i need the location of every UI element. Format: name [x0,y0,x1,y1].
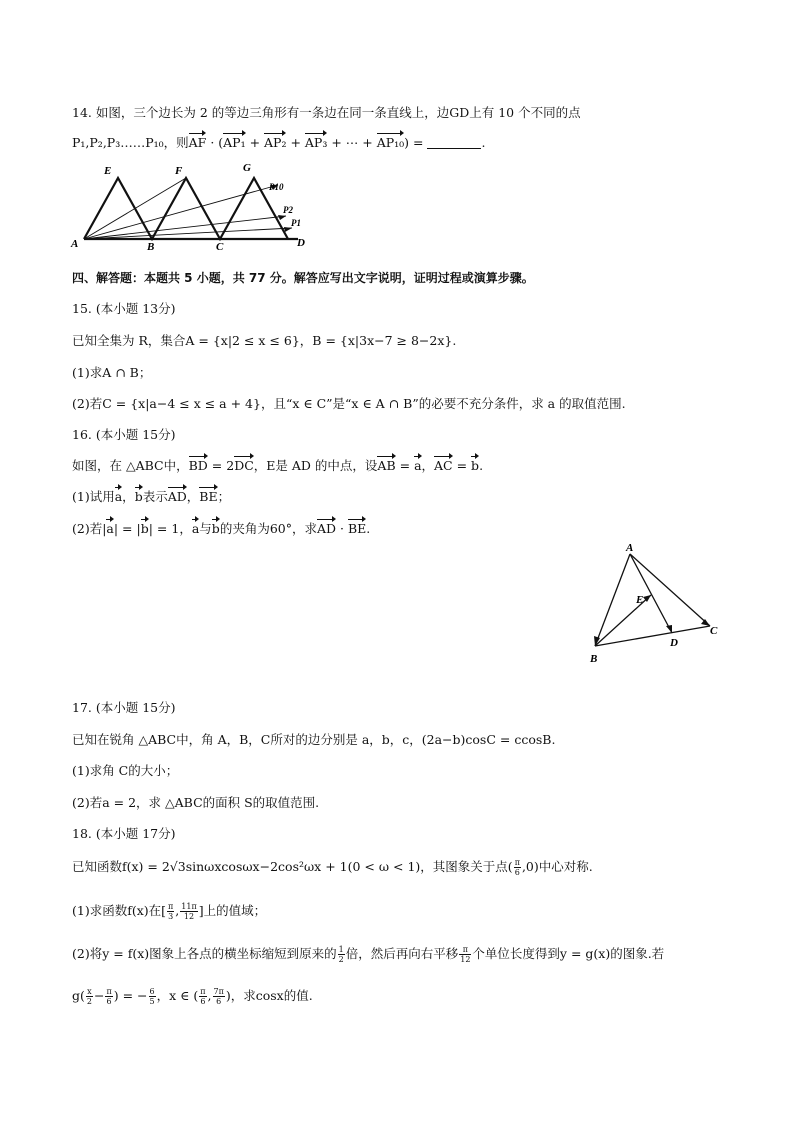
frac-den: 6 [200,997,206,1006]
vec-b-p2: b [140,521,149,536]
q16-p2a: (2)若| [72,521,107,536]
label-P2: P2 [283,205,293,215]
label-P1: P1 [291,218,301,228]
frac-num: π [514,858,520,867]
vec-AC: AC [434,458,453,473]
triangle-abc-figure [580,538,730,668]
frac-den: 2 [86,997,92,1006]
answer-blank [427,136,481,149]
q17-part2: (2)若a = 2，求 △ABC的面积 S的取值范围. [72,795,320,810]
vec-a-p1: a [114,489,123,504]
frac-num: x [87,987,92,996]
q16-p2d: 与 [199,521,212,536]
vec-AP10: AP₁₀ [376,135,405,150]
vec-BE-p2: BE [347,521,367,536]
q16-p2c: | = 1， [148,521,192,536]
frac-num: π [200,987,206,996]
label-B: B [147,241,155,250]
vec-a-p2b: a [191,521,200,536]
frac-pi-6b [105,987,112,1006]
frac-den: 6 [514,868,520,877]
q18-l3d: )，求cosx的值. [225,988,313,1003]
q16-part1 [72,488,230,506]
q16-end: . [479,458,484,473]
section-heading: 四、解答题：本题共 5 小题，共 77 分。解答应写出文字说明，证明过程或演算步骤。 [72,271,534,285]
vec-AP1: AP₁ [223,135,246,150]
frac-7pi-6 [213,987,225,1006]
vec-AP3: AP₃ [304,135,328,150]
vec-AB: AB [377,458,396,473]
q14-close: ) = [404,135,428,150]
label-A2: A [626,542,634,554]
q14-plus3: + ⋯ + [327,135,377,150]
q16-dot: · [336,521,348,536]
vec-DC: DC [234,458,254,473]
q18-part2 [72,945,664,964]
q18-p2b: 倍，然后再向右平移 [345,946,459,961]
q16-l1b: ，E是 AD 的中点，设 [253,458,378,473]
q15-line1: 已知全集为 R，集合A = {x|2 ≤ x ≤ 6}，B = {x|3x−7 ≥ 8−2x}. [72,333,457,348]
label-E: E [104,165,112,177]
q16-p2e: 的夹角为60°，求 [219,521,317,536]
q18-line3: g( $\frac{x}{2}$ − $\frac{\pi}{6}$ ) = − $\frac{6}{5}$ ，x ∈ ( $\frac{\pi}{6}$ , $\frac{7\pi}{6}$ )，求cosx的值. [72,987,313,1006]
q16-line1 [72,457,483,475]
q16-header: 16. (本小题 15分) [72,427,176,442]
q16-p1a: (1)试用 [72,489,115,504]
q18-p2a: (2)将y = f(x)图象上各点的横坐标缩短到原来的 [72,946,337,961]
vec-a-p2: a [106,521,114,536]
frac-num: 7π [213,987,224,996]
frac-den: 5 [149,997,155,1006]
frac-num: 11π [181,902,197,911]
vec-AD-p2: AD [316,521,337,536]
triangles-figure [68,158,318,250]
q18-p1a: (1)求函数f(x)在[ [72,903,167,918]
q14-dot: · ( [206,135,224,150]
vec-AD: AD [167,489,187,504]
q18-part1: (1)求函数f(x)在[ $\frac{\pi}{3}$ , $\frac{11\pi}{12}$ ]上的值域； [72,902,267,921]
label-G: G [243,162,251,174]
q17-part1: (1)求角 C的大小； [72,763,179,778]
frac-11pi-12 [180,902,197,921]
q14-period: . [481,135,486,150]
q14-plus1: + [245,135,265,150]
q18-l3b: ) = − [113,988,148,1003]
label-D: D [297,237,305,249]
frac-num: π [459,945,471,955]
vec-b: b [471,458,480,473]
q18-header: 18. (本小题 17分) [72,826,176,841]
q18-minus: − [93,988,105,1003]
frac-x-2 [86,987,93,1006]
frac-1-2 [338,945,345,964]
frac-num: 1 [338,945,344,954]
frac-pi-3 [167,902,174,921]
q16-p2-end: . [366,521,371,536]
q15-part1: (1)求A ∩ B； [72,365,152,380]
label-P10: P10 [269,182,284,192]
vec-BD: BD [188,458,208,473]
q14-line2 [72,134,485,152]
label-B2: B [590,653,598,665]
q16-part2 [72,520,370,538]
label-D2: D [670,637,678,649]
frac-pi-6 [514,858,521,877]
q17-line1: 已知在锐角 △ABC中，角 A，B，C所对的边分别是 a，b，c，(2a−b)cosC = ccosB. [72,732,556,747]
frac-den: 12 [183,912,195,921]
q18-p2c: 个单位长度得到y = g(x)的图象.若 [472,946,665,961]
vec-BE: BE [199,489,218,504]
q16-eq1: = 2 [207,458,235,473]
q16-l1a: 如图，在 △ABC中， [72,458,189,473]
frac-den: 6 [106,997,112,1006]
frac-num: π [168,902,174,911]
label-F: F [175,165,183,177]
q16-p1-semi: ； [217,489,231,504]
q14-points: P₁,P₂,P₃……P₁₀，则 [72,135,189,150]
frac-pi-12 [459,945,471,964]
vec-AP2: AP₂ [264,135,287,150]
label-E2: E [636,594,644,606]
q18-l1b: ,0)中心对称. [521,859,593,874]
q18-line1 [72,858,593,877]
label-A: A [71,238,79,250]
q15-header: 15. (本小题 13分) [72,301,176,316]
q16-p1-comma2: ， [186,489,200,504]
frac-den: 2 [338,955,344,964]
q16-p1-comma: ， [122,489,135,504]
label-C: C [216,241,224,250]
q18-p1b: ]上的值域； [198,903,267,918]
frac-num: 6 [149,987,155,996]
q18-l1a: 已知函数f(x) = 2√3sinωxcosωx−2cos²ωx + 1(0 < ω < 1)，其图象关于点( [72,859,513,874]
q16-p2b: | = | [113,521,141,536]
frac-den: 12 [460,955,471,964]
q18-l3c: ，x ∈ ( [156,988,199,1003]
q17-header: 17. (本小题 15分) [72,700,176,715]
q16-eqb: = [452,458,472,473]
q15-part2: (2)若C = {x|a−4 ≤ x ≤ a + 4}，且“x ∈ C”是“x ∈ A ∩ B”的必要不充分条件，求 a 的取值范围. [72,396,626,411]
q16-p1b: 表示 [142,489,168,504]
label-C2: C [710,625,718,637]
frac-den: 6 [216,997,222,1006]
frac-6-5 [149,987,156,1006]
frac-num: π [106,987,112,996]
q18-l3a: g( [72,988,85,1003]
q14-plus2: + [286,135,305,150]
q14-line1: 14. 如图，三个边长为 2 的等边三角形有一条边在同一条直线上，边GD上有 10 个不同的点 [72,105,581,120]
vec-AF: AF [188,135,207,150]
frac-den: 3 [168,912,174,921]
vec-b-p1: b [134,489,143,504]
frac-pi-6c [199,987,206,1006]
vec-a: a [414,458,422,473]
vec-b-p2b: b [211,521,220,536]
q16-eqa: = [395,458,415,473]
q16-comma: ， [421,458,435,473]
